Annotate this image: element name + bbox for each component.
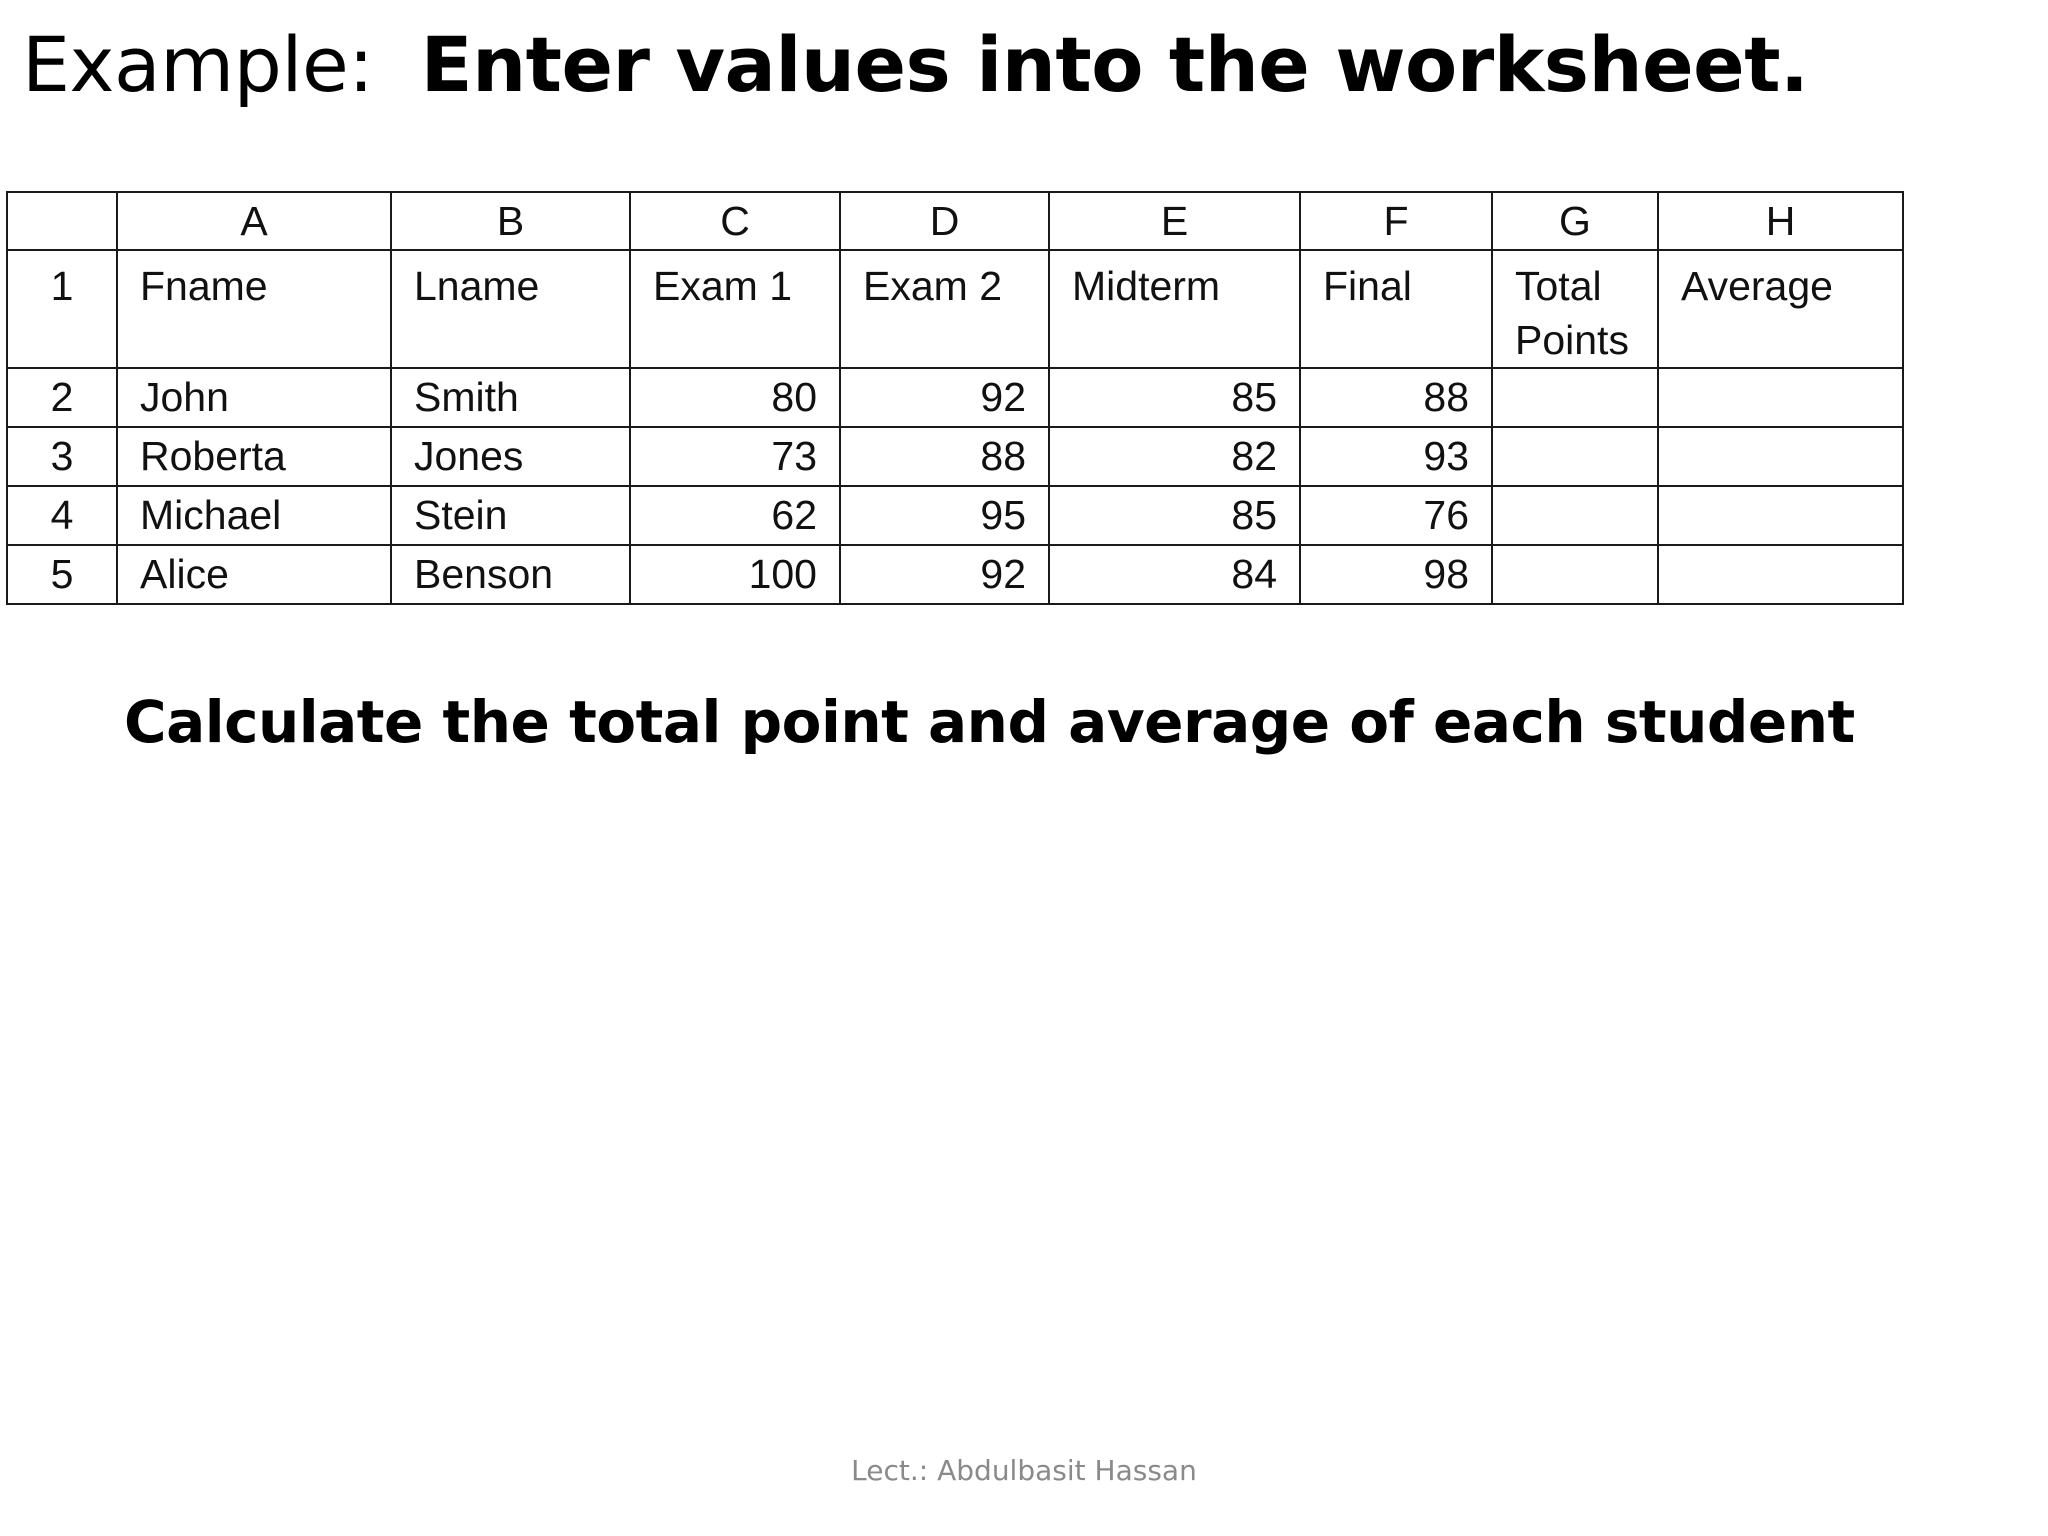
cell-midterm[interactable]: 85 bbox=[1049, 368, 1300, 427]
cell-average[interactable] bbox=[1658, 545, 1903, 604]
cell-fname[interactable]: Alice bbox=[117, 545, 391, 604]
cell-lname[interactable]: Jones bbox=[391, 427, 630, 486]
table-row bbox=[7, 545, 1903, 604]
column-header[interactable]: B bbox=[391, 192, 630, 250]
table-header-row bbox=[7, 250, 1903, 368]
row-number[interactable]: 3 bbox=[7, 427, 117, 486]
cell-average[interactable] bbox=[1658, 427, 1903, 486]
row-number[interactable]: 4 bbox=[7, 486, 117, 545]
cell-exam2[interactable]: 92 bbox=[840, 368, 1049, 427]
column-header[interactable]: F bbox=[1300, 192, 1492, 250]
column-header[interactable]: E bbox=[1049, 192, 1300, 250]
column-header[interactable]: A bbox=[117, 192, 391, 250]
cell-lname-header[interactable]: Lname bbox=[391, 250, 630, 368]
cell-average-header[interactable]: Average bbox=[1658, 250, 1903, 368]
cell-fname[interactable]: Roberta bbox=[117, 427, 391, 486]
cell-final[interactable]: 93 bbox=[1300, 427, 1492, 486]
slide-title bbox=[22, 20, 1808, 109]
cell-total[interactable] bbox=[1492, 545, 1658, 604]
column-header[interactable]: H bbox=[1658, 192, 1903, 250]
title-prefix: Example: bbox=[22, 20, 374, 109]
table-row bbox=[7, 427, 1903, 486]
cell-lname[interactable]: Benson bbox=[391, 545, 630, 604]
cell-exam1[interactable]: 62 bbox=[630, 486, 840, 545]
cell-exam2[interactable]: 95 bbox=[840, 486, 1049, 545]
row-number[interactable]: 1 bbox=[7, 250, 117, 368]
cell-final[interactable]: 88 bbox=[1300, 368, 1492, 427]
footer-lecturer: Lect.: Abdulbasit Hassan bbox=[851, 1454, 1197, 1487]
table-row bbox=[7, 486, 1903, 545]
cell-total[interactable] bbox=[1492, 427, 1658, 486]
cell-final[interactable]: 98 bbox=[1300, 545, 1492, 604]
cell-final-header[interactable]: Final bbox=[1300, 250, 1492, 368]
cell-fname-header[interactable]: Fname bbox=[117, 250, 391, 368]
cell-midterm[interactable]: 85 bbox=[1049, 486, 1300, 545]
cell-fname[interactable]: John bbox=[117, 368, 391, 427]
cell-midterm-header[interactable]: Midterm bbox=[1049, 250, 1300, 368]
cell-lname[interactable]: Smith bbox=[391, 368, 630, 427]
cell-total[interactable] bbox=[1492, 486, 1658, 545]
corner-cell bbox=[7, 192, 117, 250]
cell-exam2-header[interactable]: Exam 2 bbox=[840, 250, 1049, 368]
task-instruction: Calculate the total point and average of each student bbox=[124, 688, 1855, 756]
row-number[interactable]: 2 bbox=[7, 368, 117, 427]
cell-midterm[interactable]: 84 bbox=[1049, 545, 1300, 604]
column-header-row bbox=[7, 192, 1903, 250]
column-header[interactable]: G bbox=[1492, 192, 1658, 250]
cell-exam1[interactable]: 80 bbox=[630, 368, 840, 427]
cell-average[interactable] bbox=[1658, 368, 1903, 427]
cell-fname[interactable]: Michael bbox=[117, 486, 391, 545]
cell-exam2[interactable]: 92 bbox=[840, 545, 1049, 604]
cell-final[interactable]: 76 bbox=[1300, 486, 1492, 545]
worksheet-table bbox=[6, 191, 1904, 605]
title-main: Enter values into the worksheet. bbox=[420, 20, 1809, 109]
cell-lname[interactable]: Stein bbox=[391, 486, 630, 545]
column-header[interactable]: C bbox=[630, 192, 840, 250]
cell-exam1[interactable]: 73 bbox=[630, 427, 840, 486]
cell-exam1[interactable]: 100 bbox=[630, 545, 840, 604]
cell-midterm[interactable]: 82 bbox=[1049, 427, 1300, 486]
column-header[interactable]: D bbox=[840, 192, 1049, 250]
cell-exam2[interactable]: 88 bbox=[840, 427, 1049, 486]
cell-total[interactable] bbox=[1492, 368, 1658, 427]
cell-total-header[interactable]: Total Points bbox=[1492, 250, 1658, 368]
cell-average[interactable] bbox=[1658, 486, 1903, 545]
row-number[interactable]: 5 bbox=[7, 545, 117, 604]
cell-exam1-header[interactable]: Exam 1 bbox=[630, 250, 840, 368]
table-row bbox=[7, 368, 1903, 427]
